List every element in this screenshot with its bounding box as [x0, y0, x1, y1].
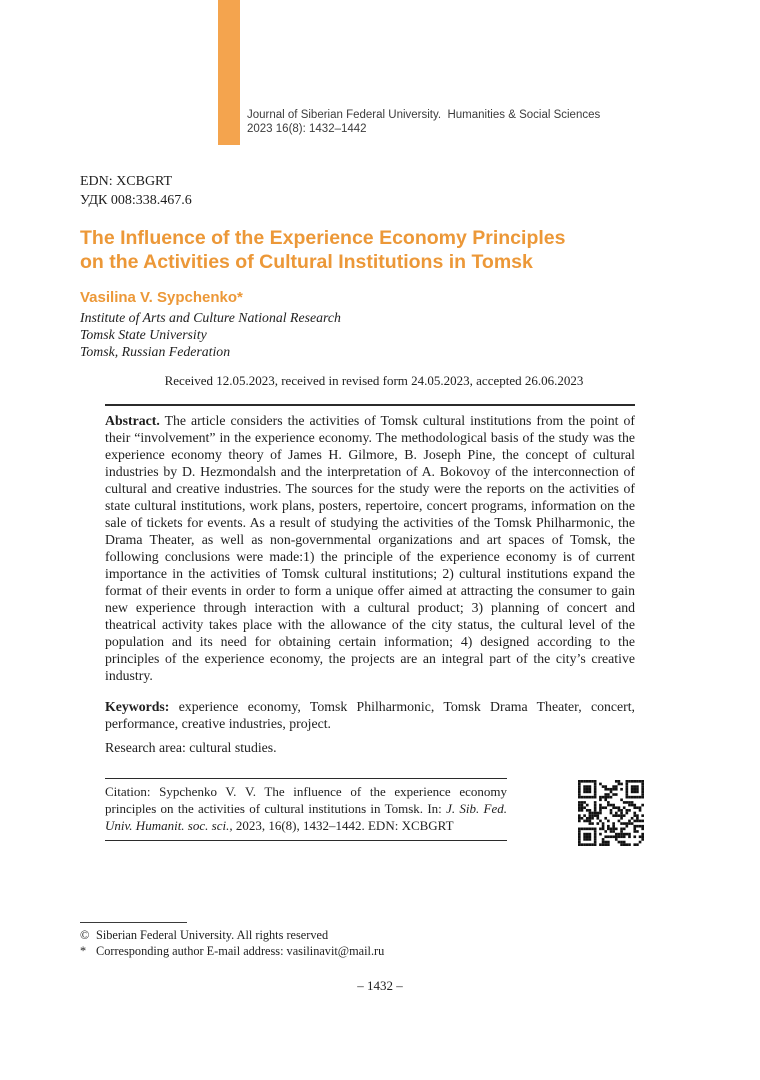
- citation-journal: J. Sib. Fed. Univ. Humanit. soc. sci.,: [105, 801, 508, 833]
- journal-header: [247, 108, 727, 136]
- corresponding-author-text: Corresponding author E-mail address: vasilinavit@mail.ru: [96, 943, 385, 958]
- footnotes: [80, 928, 640, 959]
- copyright-text: Siberian Federal University. All rights reserved: [96, 928, 329, 942]
- article-title-line1: The Influence of the Experience Economy Principles: [80, 227, 566, 249]
- journal-issue: 2023 16(8): 1432–1442: [247, 123, 367, 135]
- abstract-section: [105, 404, 635, 696]
- qr-code: [578, 780, 644, 846]
- article-identifiers: [80, 172, 192, 210]
- author-name: Vasilina V. Sypchenko*: [80, 289, 243, 306]
- keywords-section: [105, 698, 635, 732]
- asterisk-symbol: *: [80, 943, 87, 958]
- citation-suffix: 2023, 16(8), 1432–1442. EDN: XCBGRT: [232, 818, 454, 833]
- udk-code: УДК 008:338.467.6: [80, 193, 192, 208]
- research-area: Research area: cultural studies.: [105, 740, 277, 755]
- edn-code: EDN: XCBGRT: [80, 174, 173, 189]
- copyright-line: [80, 928, 640, 944]
- accent-bar: [218, 0, 240, 145]
- page-number: – 1432 –: [357, 978, 403, 993]
- keywords-text: experience economy, Tomsk Philharmonic, Tomsk Drama Theater, concert, performance, creative industries, project.: [105, 699, 635, 731]
- abstract-paragraph: [105, 412, 635, 684]
- article-title: [80, 226, 680, 274]
- journal-title: Journal of Siberian Federal University. Humanities & Social Sciences: [247, 109, 601, 121]
- abstract-label: Abstract.: [105, 413, 160, 428]
- citation-section: [105, 778, 507, 841]
- citation-text: Citation: Sypchenko V. V. The influence of the experience economy principles on the activities of cultural institutions in Tomsk. In:: [105, 784, 507, 816]
- corresponding-author-line: [80, 944, 640, 960]
- author-affiliation: [80, 309, 341, 360]
- affiliation-line: Tomsk State University: [80, 327, 207, 342]
- keywords-label: Keywords:: [105, 699, 170, 714]
- abstract-text: The article considers the activities of Tomsk cultural institutions from the point of their “involvement” in the experience economy. The methodological basis of the study was the experience economy theory of James H. Gilmore, B. Joseph Pine, the concept of cultural industries by D. Hezmondalsh and the interpretation of A. Bokovoy of the interconnection of cultural and creative industries. The sources for the study were the reports on the activities of state cultural institutions, work plans, posters, repertoire, concert programs, information on the sale of tickets for events. As a result of studying the activities of the Tomsk Philharmonic, the Drama Theater, as well as non-governmental organizations and art spaces of Tomsk, the following conclusions were made:1) the principle of the experience economy is of current importance in the activities of Tomsk cultural institutions; 2) cultural institutions expand the format of their events in order to form a unique offer aimed at attracting the consumer to gain new experience through interaction with a cultural product; 3) planning of concert and theatrical activity takes place with the allowance of the city status, the cultural level of the population and its need for obtaining certain information; 4) designed according to the principles of the experience economy, the projects are an integral part of the city’s creative industry.: [105, 413, 635, 683]
- received-dates: Received 12.05.2023, received in revised form 24.05.2023, accepted 26.06.2023: [164, 373, 584, 388]
- affiliation-line: Tomsk, Russian Federation: [80, 344, 231, 359]
- footnote-rule: [80, 922, 187, 923]
- affiliation-line: Institute of Arts and Culture National Research: [80, 310, 341, 325]
- article-title-line2: on the Activities of Cultural Institutions in Tomsk: [80, 251, 533, 273]
- copyright-symbol: ©: [80, 928, 90, 942]
